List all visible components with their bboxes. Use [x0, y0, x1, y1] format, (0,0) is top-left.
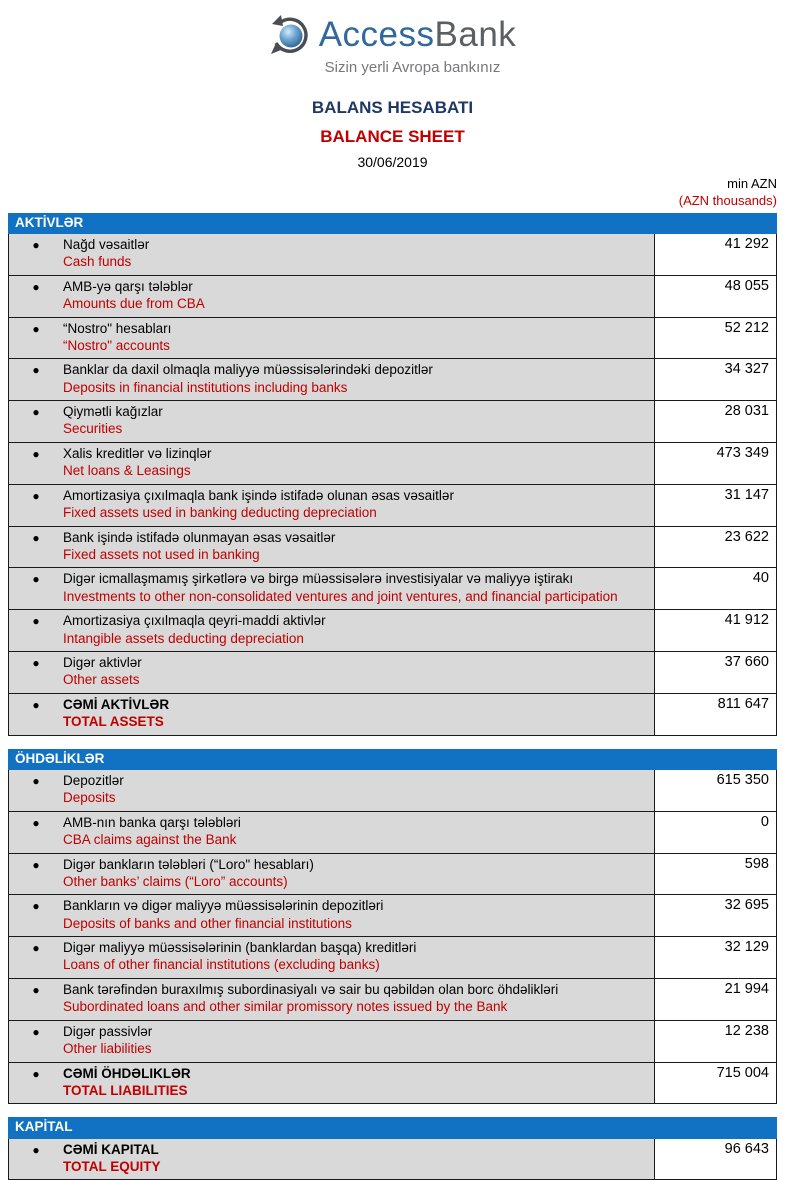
- row-value: 37 660: [655, 652, 776, 693]
- row-label-en: Deposits: [63, 790, 116, 806]
- row-label-az: CƏMİ AKTİVLƏR: [63, 696, 170, 712]
- row-label-az: AMB-nın banka qarşı tələbləri: [63, 814, 241, 830]
- table-row: [9, 358, 776, 400]
- row-value: 31 147: [655, 485, 776, 526]
- row-labels: [63, 1023, 650, 1058]
- bullet-icon: ●: [32, 572, 40, 587]
- row-label-cell: [9, 610, 655, 651]
- table-row: [9, 1139, 776, 1180]
- row-labels: [63, 1065, 650, 1100]
- row-label-en: Fixed assets not used in banking: [63, 546, 260, 562]
- units-block: [8, 176, 777, 210]
- row-label-az: Bankların və digər maliyyə müəssisələrinin depozitləri: [63, 898, 384, 914]
- row-label-cell: [9, 652, 655, 693]
- bullet-icon: ●: [32, 447, 40, 462]
- row-label-en: Other assets: [63, 672, 140, 688]
- row-labels: [63, 487, 650, 522]
- bullet-icon: ●: [32, 614, 40, 629]
- report-date: 30/06/2019: [357, 154, 428, 170]
- row-label-en: Securities: [63, 421, 123, 437]
- row-label-cell: [9, 318, 655, 359]
- row-label-az: Qiymətli kağızlar: [63, 404, 163, 420]
- balance-section: [8, 1117, 777, 1180]
- table-row: [9, 936, 776, 978]
- row-label-en: Investments to other non-consolidated ventures and joint ventures, and financial participation: [63, 588, 618, 604]
- table-row: [9, 400, 776, 442]
- table-row: [9, 609, 776, 651]
- row-label-az: Nağd vəsaitlər: [63, 236, 150, 252]
- section-header-bar: [8, 1117, 777, 1138]
- row-label-az: Digər maliyyə müəssisələrinin (banklardan başqa) kreditləri: [63, 940, 417, 956]
- table-row: [9, 978, 776, 1020]
- section-title: AKTİVLƏR: [15, 214, 84, 230]
- row-label-cell: [9, 527, 655, 568]
- row-label-en: Cash funds: [63, 254, 132, 270]
- brand-name-bank: Bank: [434, 15, 517, 54]
- row-value: 23 622: [655, 527, 776, 568]
- bullet-icon: ●: [32, 899, 40, 914]
- row-label-en: TOTAL EQUITY: [63, 1158, 161, 1174]
- row-labels: [63, 856, 650, 891]
- row-label-cell: [9, 979, 655, 1020]
- row-label-cell: [9, 443, 655, 484]
- table-row: [9, 526, 776, 568]
- section-title: KAPİTAL: [15, 1119, 73, 1135]
- report-title-en: BALANCE SHEET: [320, 127, 465, 146]
- row-labels: [63, 529, 650, 564]
- bank-header: [8, 12, 777, 76]
- section-rows: [8, 234, 777, 736]
- row-label-cell: [9, 401, 655, 442]
- table-row: [9, 234, 776, 275]
- row-value: 21 994: [655, 979, 776, 1020]
- bullet-icon: ●: [32, 1024, 40, 1039]
- row-label-en: Deposits of banks and other financial institutions: [63, 915, 352, 931]
- table-row: [9, 1062, 776, 1104]
- unit-label-en: (AZN thousands): [678, 192, 777, 208]
- row-label-en: Net loans & Leasings: [63, 463, 191, 479]
- row-label-cell: [9, 276, 655, 317]
- row-label-cell: [9, 770, 655, 811]
- row-value: 32 129: [655, 937, 776, 978]
- row-label-cell: [9, 485, 655, 526]
- bullet-icon: ●: [32, 321, 40, 336]
- row-label-az: Digər passivlər: [63, 1023, 153, 1039]
- row-label-cell: [9, 359, 655, 400]
- brand-name: [319, 15, 517, 55]
- row-label-cell: [9, 234, 655, 275]
- row-labels: [63, 236, 650, 271]
- report-title-az: BALANS HESABATI: [311, 98, 474, 117]
- row-label-az: “Nostro" hesabları: [63, 320, 172, 336]
- brand-name-access: Access: [318, 15, 435, 54]
- table-row: [9, 693, 776, 735]
- section-header-bar: [8, 749, 777, 770]
- bullet-icon: ●: [32, 697, 40, 712]
- row-label-en: Deposits in financial institutions including banks: [63, 379, 348, 395]
- row-value: 598: [655, 854, 776, 895]
- row-label-az: CƏMİ ÖHDƏLIKLƏR: [63, 1065, 191, 1081]
- row-value: 34 327: [655, 359, 776, 400]
- section-title: ÖHDƏLİKLƏR: [15, 750, 105, 766]
- row-labels: [63, 772, 650, 807]
- row-labels: [63, 1141, 650, 1176]
- row-labels: [63, 939, 650, 974]
- bullet-icon: ●: [32, 530, 40, 545]
- row-label-cell: [9, 1063, 655, 1104]
- bullet-icon: ●: [32, 773, 40, 788]
- row-label-cell: [9, 1021, 655, 1062]
- table-row: [9, 853, 776, 895]
- row-labels: [63, 361, 650, 396]
- unit-label-az: min AZN: [727, 176, 777, 191]
- row-label-az: Digər icmallaşmamış şirkətlərə və birgə müəssisələrə investisiyalar və maliyyə iştirakı: [63, 571, 574, 587]
- bullet-icon: ●: [32, 982, 40, 997]
- row-label-cell: [9, 937, 655, 978]
- bank-tagline: Sizin yerli Avropa bankınız: [324, 59, 501, 76]
- row-label-en: CBA claims against the Bank: [63, 831, 237, 847]
- table-row: [9, 894, 776, 936]
- row-labels: [63, 814, 650, 849]
- row-labels: [63, 320, 650, 355]
- section-rows: [8, 1139, 777, 1180]
- row-value: 41 292: [655, 234, 776, 275]
- table-row: [9, 1020, 776, 1062]
- row-labels: [63, 654, 650, 689]
- bullet-icon: ●: [32, 279, 40, 294]
- row-value: 715 004: [655, 1063, 776, 1104]
- section-header-bar: [8, 213, 777, 234]
- row-label-cell: [9, 895, 655, 936]
- globe-swoosh-icon: [269, 12, 313, 58]
- row-label-cell: [9, 812, 655, 853]
- row-value: 811 647: [655, 694, 776, 735]
- table-row: [9, 484, 776, 526]
- row-label-en: Other banks’ claims (“Loro” accounts): [63, 873, 288, 889]
- bank-logo: [8, 12, 777, 58]
- row-value: 41 912: [655, 610, 776, 651]
- row-value: 473 349: [655, 443, 776, 484]
- balance-section: [8, 213, 777, 736]
- bullet-icon: ●: [32, 488, 40, 503]
- bullet-icon: ●: [32, 941, 40, 956]
- table-row: [9, 275, 776, 317]
- row-label-en: Subordinated loans and other similar promissory notes issued by the Bank: [63, 999, 508, 1015]
- table-row: [9, 651, 776, 693]
- balance-table: [8, 213, 777, 1180]
- row-labels: [63, 612, 650, 647]
- bullet-icon: ●: [32, 363, 40, 378]
- bullet-icon: ●: [32, 237, 40, 252]
- row-labels: [63, 696, 650, 731]
- row-label-en: Loans of other financial institutions (excluding banks): [63, 957, 380, 973]
- row-label-az: Amortizasiya çıxılmaqla qeyri-maddi aktivlər: [63, 613, 326, 629]
- row-labels: [63, 278, 650, 313]
- row-label-az: Digər aktivlər: [63, 655, 142, 671]
- row-labels: [63, 570, 650, 605]
- row-value: 615 350: [655, 770, 776, 811]
- row-label-az: Banklar da daxil olmaqla maliyyə müəssisələrindəki depozitlər: [63, 362, 433, 378]
- row-label-az: CƏMİ KAPITAL: [63, 1141, 159, 1157]
- row-label-en: Other liabilities: [63, 1041, 152, 1057]
- row-value: 40: [655, 568, 776, 609]
- balance-section: [8, 749, 777, 1105]
- row-value: 96 643: [655, 1139, 776, 1180]
- row-label-en: Intangible assets deducting depreciation: [63, 630, 304, 646]
- table-row: [9, 770, 776, 811]
- row-label-az: Xalis kreditlər və lizinqlər: [63, 446, 212, 462]
- row-label-az: Amortizasiya çıxılmaqla bank işində istifadə olunan əsas vəsaitlər: [63, 487, 454, 503]
- row-value: 28 031: [655, 401, 776, 442]
- table-row: [9, 567, 776, 609]
- bullet-icon: ●: [32, 857, 40, 872]
- row-label-cell: [9, 1139, 655, 1180]
- row-value: 0: [655, 812, 776, 853]
- row-label-en: TOTAL LIABILITIES: [63, 1082, 188, 1098]
- row-labels: [63, 445, 650, 480]
- section-rows: [8, 770, 777, 1105]
- bullet-icon: ●: [32, 405, 40, 420]
- row-value: 12 238: [655, 1021, 776, 1062]
- row-label-en: “Nostro" accounts: [63, 337, 170, 353]
- row-labels: [63, 981, 650, 1016]
- table-row: [9, 811, 776, 853]
- table-row: [9, 442, 776, 484]
- row-value: 48 055: [655, 276, 776, 317]
- bullet-icon: ●: [32, 1142, 40, 1157]
- bullet-icon: ●: [32, 656, 40, 671]
- table-row: [9, 317, 776, 359]
- row-label-cell: [9, 694, 655, 735]
- row-label-az: Bank işində istifadə olunmayan əsas vəsaitlər: [63, 529, 336, 545]
- row-label-en: TOTAL ASSETS: [63, 714, 164, 730]
- row-label-az: Bank tərəfindən buraxılmış subordinasiyalı və sair bu qəbildən olan borc öhdəlikləri: [63, 981, 559, 997]
- row-label-az: Depozitlər: [63, 772, 124, 788]
- row-label-en: Fixed assets used in banking deducting depreciation: [63, 505, 377, 521]
- row-label-cell: [9, 568, 655, 609]
- row-value: 32 695: [655, 895, 776, 936]
- row-label-en: Amounts due from CBA: [63, 296, 205, 312]
- bullet-icon: ●: [32, 815, 40, 830]
- row-label-cell: [9, 854, 655, 895]
- row-value: 52 212: [655, 318, 776, 359]
- row-label-az: AMB-yə qarşı tələblər: [63, 278, 193, 294]
- row-labels: [63, 403, 650, 438]
- bullet-icon: ●: [32, 1066, 40, 1081]
- row-label-az: Digər bankların tələbləri (“Loro" hesabları): [63, 856, 314, 872]
- row-labels: [63, 897, 650, 932]
